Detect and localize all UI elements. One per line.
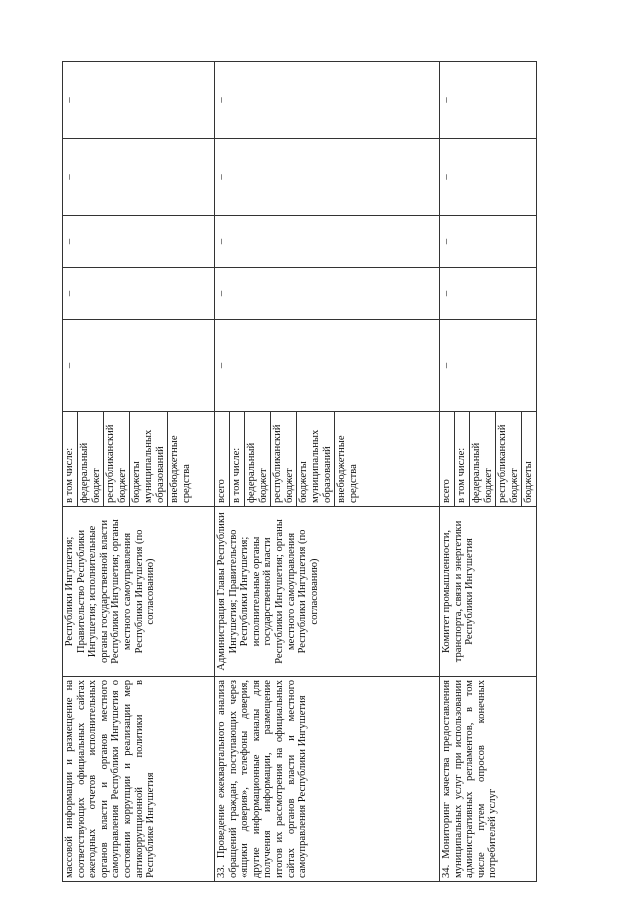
source-item: бюджеты муниципальных образований — [130, 412, 168, 506]
source-item: бюджеты — [523, 461, 535, 503]
source-item: республиканский бюджет — [271, 412, 297, 506]
amount-cell — [63, 268, 215, 320]
source-item: в том числе: — [63, 412, 78, 506]
executor-text: Республики Ингушетия; Правительство Республики Ингушетия; исполнительные органы государственной власти Республики Ингушетия; органы местного самоуправления Республики Ингушетия (по согласованию) — [64, 519, 157, 664]
table-row — [440, 62, 537, 882]
amount-cell — [215, 62, 440, 139]
source-item: федеральный бюджет — [78, 412, 104, 506]
amount-cell — [215, 139, 440, 216]
amount-cell — [440, 320, 537, 412]
executor-text: Комитет промышленности, транспорта, связи и энергетики Республики Ингушетия — [441, 520, 476, 663]
source-item: внебюджетные средства — [336, 435, 359, 503]
amount-cell — [63, 139, 215, 216]
table-row — [63, 62, 215, 882]
table-row — [215, 62, 440, 882]
source-item: всего — [215, 412, 230, 506]
measure-name-cell — [440, 677, 537, 882]
dash-value: – — [441, 174, 452, 180]
measure-name: 34. Мониторинг качества предоставления муниципальных услуг при использовании административных регламентов, в том числе путем опросов конечных потребителей услуг — [441, 680, 499, 878]
dash-value: – — [64, 362, 75, 369]
source-item: всего — [440, 412, 455, 506]
dash-value: – — [216, 238, 227, 245]
source-item: республиканский бюджет — [104, 412, 130, 506]
sources-cell — [63, 412, 215, 507]
rotated-table-wrapper — [62, 62, 582, 882]
dash-value: – — [216, 290, 227, 297]
dash-value: – — [64, 238, 75, 245]
source-item: республиканский бюджет — [496, 412, 522, 506]
executor-cell — [63, 507, 215, 677]
measure-name: 33. Проведение ежеквартального анализа обращений граждан, поступающих через «ящики доверия», телефоны доверия, другие информационные каналы для получения информации, размещение итогов их рассмотрения на официальных сайтах органов власти и местного самоуправления Республики Ингушетия — [216, 680, 309, 878]
amount-cell — [215, 268, 440, 320]
executor-text: Администрация Главы Республики Ингушетия; Правительство Республики Ингушетия; исполнительные органы государственной власти Республики Ингушетия; органы местного самоуправления Республики Ингушетия (по согласованию) — [216, 512, 320, 671]
dash-value: – — [441, 290, 452, 297]
dash-value: – — [64, 97, 75, 103]
source-item: федеральный бюджет — [245, 412, 271, 506]
amount-cell — [440, 139, 537, 216]
source-item: в том числе: — [455, 412, 470, 506]
dash-value: – — [441, 238, 452, 245]
amount-cell — [440, 216, 537, 268]
dash-value: – — [441, 97, 452, 103]
measure-name-cell — [215, 677, 440, 882]
measure-name: массовой информации и размещение на соответствующих официальных сайтах ежегодных отчетов исполнительных органов власти и органов местного самоуправления Республики Ингушетия о состоянии коррупции и реализации мер антикоррупционной политики в Республике Ингушетия — [64, 680, 157, 878]
program-measures-table — [62, 61, 537, 882]
dash-value: – — [216, 174, 227, 180]
executor-cell — [440, 507, 537, 677]
dash-value: – — [216, 97, 227, 103]
amount-cell — [215, 216, 440, 268]
executor-cell — [215, 507, 440, 677]
amount-cell — [63, 216, 215, 268]
amount-cell — [63, 62, 215, 139]
source-item: федеральный бюджет — [470, 412, 496, 506]
sources-cell — [440, 412, 537, 507]
dash-value: – — [64, 174, 75, 180]
measure-name-cell — [63, 677, 215, 882]
amount-cell — [440, 62, 537, 139]
dash-value: – — [64, 290, 75, 297]
amount-cell — [215, 320, 440, 412]
dash-value: – — [216, 362, 227, 369]
amount-cell — [440, 268, 537, 320]
source-item: бюджеты муниципальных образований — [297, 412, 335, 506]
amount-cell — [63, 320, 215, 412]
sources-cell — [215, 412, 440, 507]
source-item: в том числе: — [230, 412, 245, 506]
source-item: внебюджетные средства — [169, 435, 192, 503]
dash-value: – — [441, 362, 452, 369]
